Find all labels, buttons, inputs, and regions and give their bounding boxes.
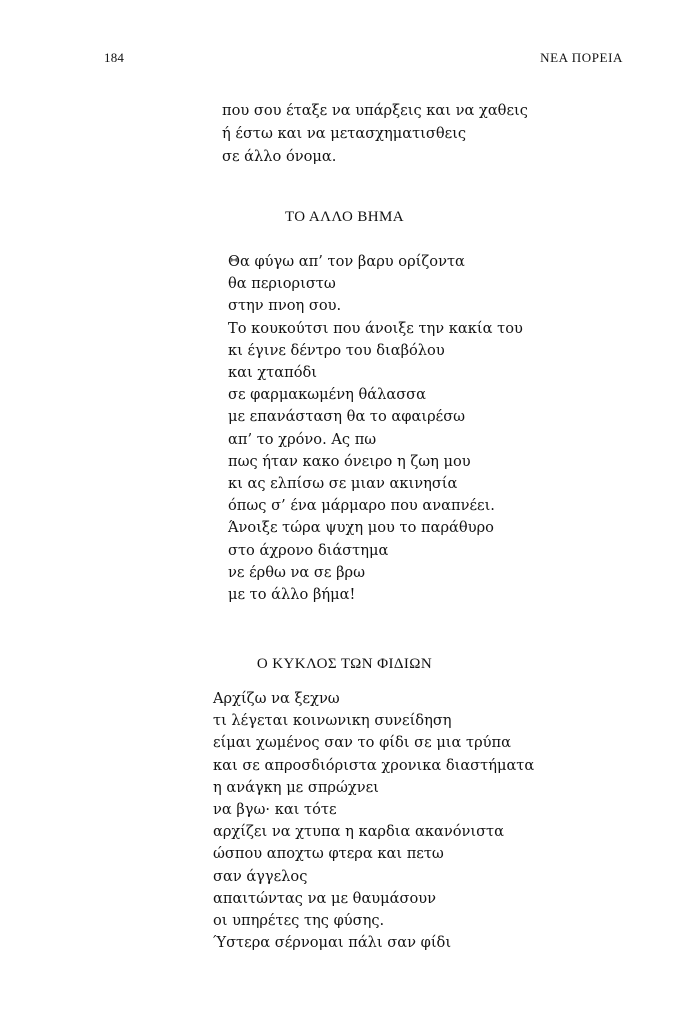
verse-line: οι υπηρέτες της φύσης. [213,912,385,930]
verse-line: σε φαρμακωμένη θάλασσα [228,386,426,404]
verse-line: κι ας ελπίσω σε μιαν ακινησία [228,475,458,493]
verse-line: που σου έταξε να υπάρξεις και να χαθεις [222,102,528,119]
verse-line: αρχίζει να χτυπα η καρδια ακανόνιστα [213,823,504,841]
poem-title-allo-vima: ΤΟ ΑΛΛΟ ΒΗΜΑ [284,209,404,225]
poem-allo-vima-body [228,251,523,606]
verse-line: ώσπου αποχτω φτερα και πετω [213,845,444,863]
verse-line: Ύστερα σέρνομαι πάλι σαν φίδι [213,934,452,952]
verse-line: με το άλλο βήμα! [228,586,356,604]
verse-line: σαν άγγελος [213,867,308,885]
verse-line: η ανάγκη με σπρώχνει [213,778,379,796]
verse-line: πως ήταν κακο όνειρο η ζωη μου [228,452,471,470]
verse-line: είμαι χωμένος σαν το φίδι σε μια τρύπα [213,734,511,752]
verse-line: με επανάσταση θα το αφαιρέσω [228,408,466,426]
poem-title-kyklos-fidion: Ο ΚΥΚΛΟΣ ΤΩΝ ΦΙΔΙΩΝ [256,656,433,672]
verse-line: στο άχρονο διάστημα [228,541,389,559]
continuation-stanza [222,99,528,168]
verse-line: ή έστω και να μετασχηματισθεις [222,125,467,142]
running-head: ΝΕΑ ΠΟΡΕΙΑ [540,50,623,65]
verse-line: στην πνοη σου. [228,297,342,315]
verse-line: Θα φύγω απ’ τον βαρυ ορίζοντα [228,253,465,270]
verse-line: νε έρθω να σε βρω [228,563,365,581]
verse-line: θα περιοριστω [228,275,336,293]
verse-line: απαιτώντας να με θαυμάσουν [213,889,437,907]
verse-line: σε άλλο όνομα. [222,148,337,165]
verse-line: και σε απροσδιόριστα χρονικα διαστήματα [213,756,535,774]
verse-line: Αρχίζω να ξεχνω [213,690,340,707]
verse-line: απ’ το χρόνο. Ας πω [228,430,377,448]
verse-line: κι έγινε δέντρο του διαβόλου [228,341,445,359]
verse-line: όπως σ’ ένα μάρμαρο που αναπνέει. [228,497,495,515]
page-number: 184 [104,50,125,65]
poem-kyklos-body [213,688,534,954]
verse-line: και χταπόδι [228,364,317,382]
verse-line: Το κουκούτσι που άνοιξε την κακία του [228,319,523,337]
verse-line: τι λέγεται κοινωνικη συνείδηση [213,712,452,730]
verse-line: να βγω· και τότε [213,801,337,819]
verse-line: Άνοιξε τώρα ψυχη μου το παράθυρο [228,519,494,537]
